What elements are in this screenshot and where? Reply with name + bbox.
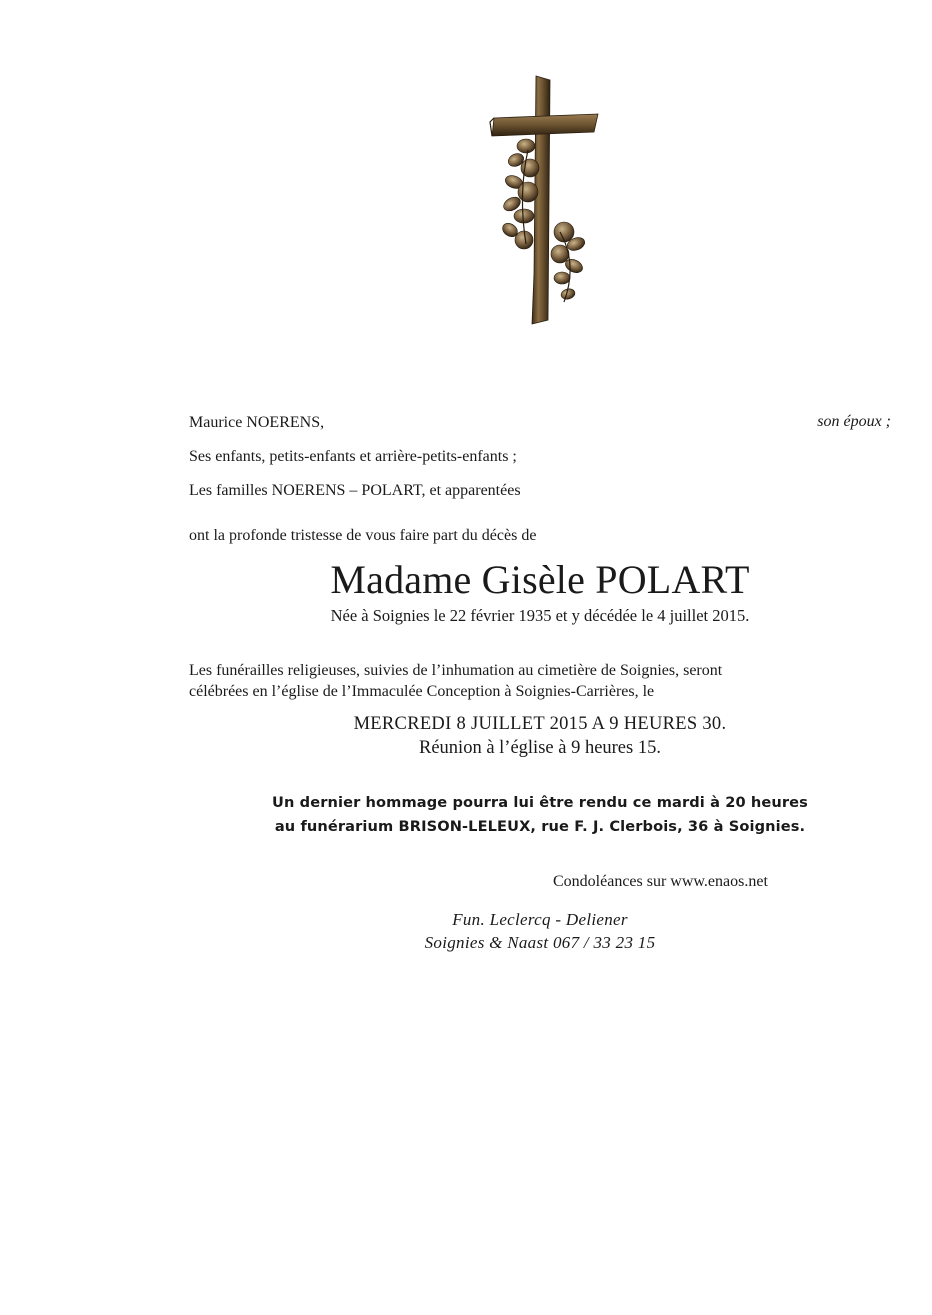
spouse-relation: son époux ; bbox=[817, 413, 891, 430]
funeral-home-contact: Soignies & Naast 067 / 33 23 15 bbox=[424, 933, 656, 952]
meeting-time: Réunion à l’église à 9 heures 15. bbox=[419, 738, 661, 758]
deceased-dates: Née à Soignies le 22 février 1935 et y décédée le 4 juillet 2015. bbox=[330, 606, 750, 625]
service-datetime: MERCREDI 8 JUILLET 2015 A 9 HEURES 30. bbox=[353, 714, 727, 734]
funeral-home-name: Fun. Leclercq - Deliener bbox=[452, 910, 628, 929]
condolences-text: Condoléances sur www.enaos.net bbox=[553, 873, 768, 890]
deceased-name: Madame Gisèle POLART bbox=[330, 557, 750, 602]
tribute-line-2: au funérarium BRISON-LELEUX, rue F. J. Clerbois, 36 à Soignies. bbox=[274, 818, 806, 835]
tribute-line-1: Un dernier hommage pourra lui être rendu ce mardi à 20 heures bbox=[272, 794, 808, 811]
spouse-name: Maurice NOERENS, bbox=[189, 414, 325, 431]
funeral-line-1: Les funérailles religieuses, suivies de l’inhumation au cimetière de Soignies, seront bbox=[189, 662, 723, 679]
children-line: Ses enfants, petits-enfants et arrière-petits-enfants ; bbox=[189, 448, 517, 465]
funeral-line-2: célébrées en l’église de l’Immaculée Conception à Soignies-Carrières, le bbox=[189, 683, 655, 700]
families-line: Les familles NOERENS – POLART, et apparentées bbox=[189, 482, 521, 499]
cross-icon bbox=[488, 74, 604, 326]
announcement-text: ont la profonde tristesse de vous faire part du décès de bbox=[189, 527, 537, 544]
